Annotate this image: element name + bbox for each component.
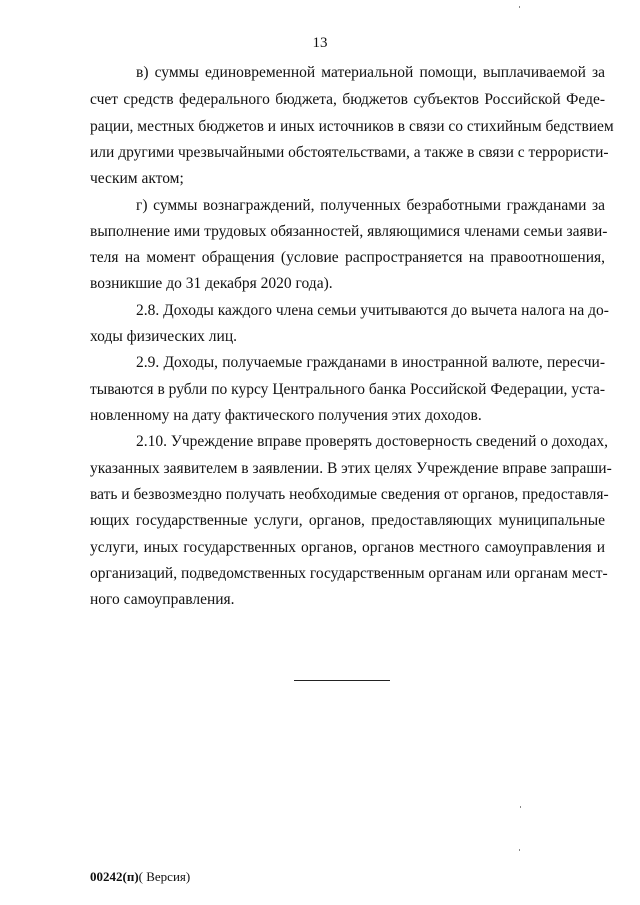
end-rule: [294, 680, 390, 681]
text-line: организаций, подведомственных государственным органам или органам мест-: [90, 565, 608, 582]
document-footer: [90, 869, 190, 885]
scan-speck: [519, 6, 520, 8]
document-code: 00242(п): [90, 869, 139, 884]
text-line: или другими чрезвычайными обстоятельствами, а также в связи с террористи-: [90, 144, 609, 161]
text-line: ющих государственные услуги, органов, предоставляющих муниципальные: [90, 512, 605, 529]
text-line: 2.8. Доходы каждого члена семьи учитываются до вычета налога на до-: [136, 302, 609, 319]
text-line: 2.9. Доходы, получаемые гражданами в иностранной валюте, пересчи-: [136, 354, 605, 371]
text-line: г) суммы вознаграждений, полученных безработными гражданами за: [136, 197, 605, 214]
text-line: указанных заявителем в заявлении. В этих целях Учреждение вправе запраши-: [90, 460, 612, 477]
text-line: услуги, иных государственных органов, органов местного самоуправления и: [90, 539, 605, 556]
text-line: тываются в рубли по курсу Центрального банка Российской Федерации, уста-: [90, 381, 605, 398]
text-line: выполнение ими трудовых обязанностей, являющимися членами семьи заяви-: [90, 223, 608, 240]
page-number: 13: [312, 35, 328, 51]
text-line: ного самоуправления.: [90, 591, 235, 608]
scan-speck: [520, 806, 521, 808]
text-line: возникшие до 31 декабря 2020 года).: [90, 275, 333, 292]
text-line: теля на момент обращения (условие распространяется на правоотношения,: [90, 249, 605, 266]
text-line: счет средств федерального бюджета, бюджетов субъектов Российской Феде-: [90, 91, 605, 108]
text-line: 2.10. Учреждение вправе проверять достоверность сведений о доходах,: [136, 433, 608, 450]
scan-speck: [519, 849, 520, 851]
text-line: в) суммы единовременной материальной помощи, выплачиваемой за: [136, 64, 605, 81]
text-line: ческим актом;: [90, 170, 184, 187]
text-line: вать и безвозмездно получать необходимые сведения от органов, предоставля-: [90, 486, 609, 503]
document-version: ( Версия): [138, 869, 191, 884]
text-line: рации, местных бюджетов и иных источников в связи со стихийным бедствием: [90, 118, 614, 135]
text-line: новленному на дату фактического получения этих доходов.: [90, 407, 482, 424]
text-line: ходы физических лиц.: [90, 328, 237, 345]
